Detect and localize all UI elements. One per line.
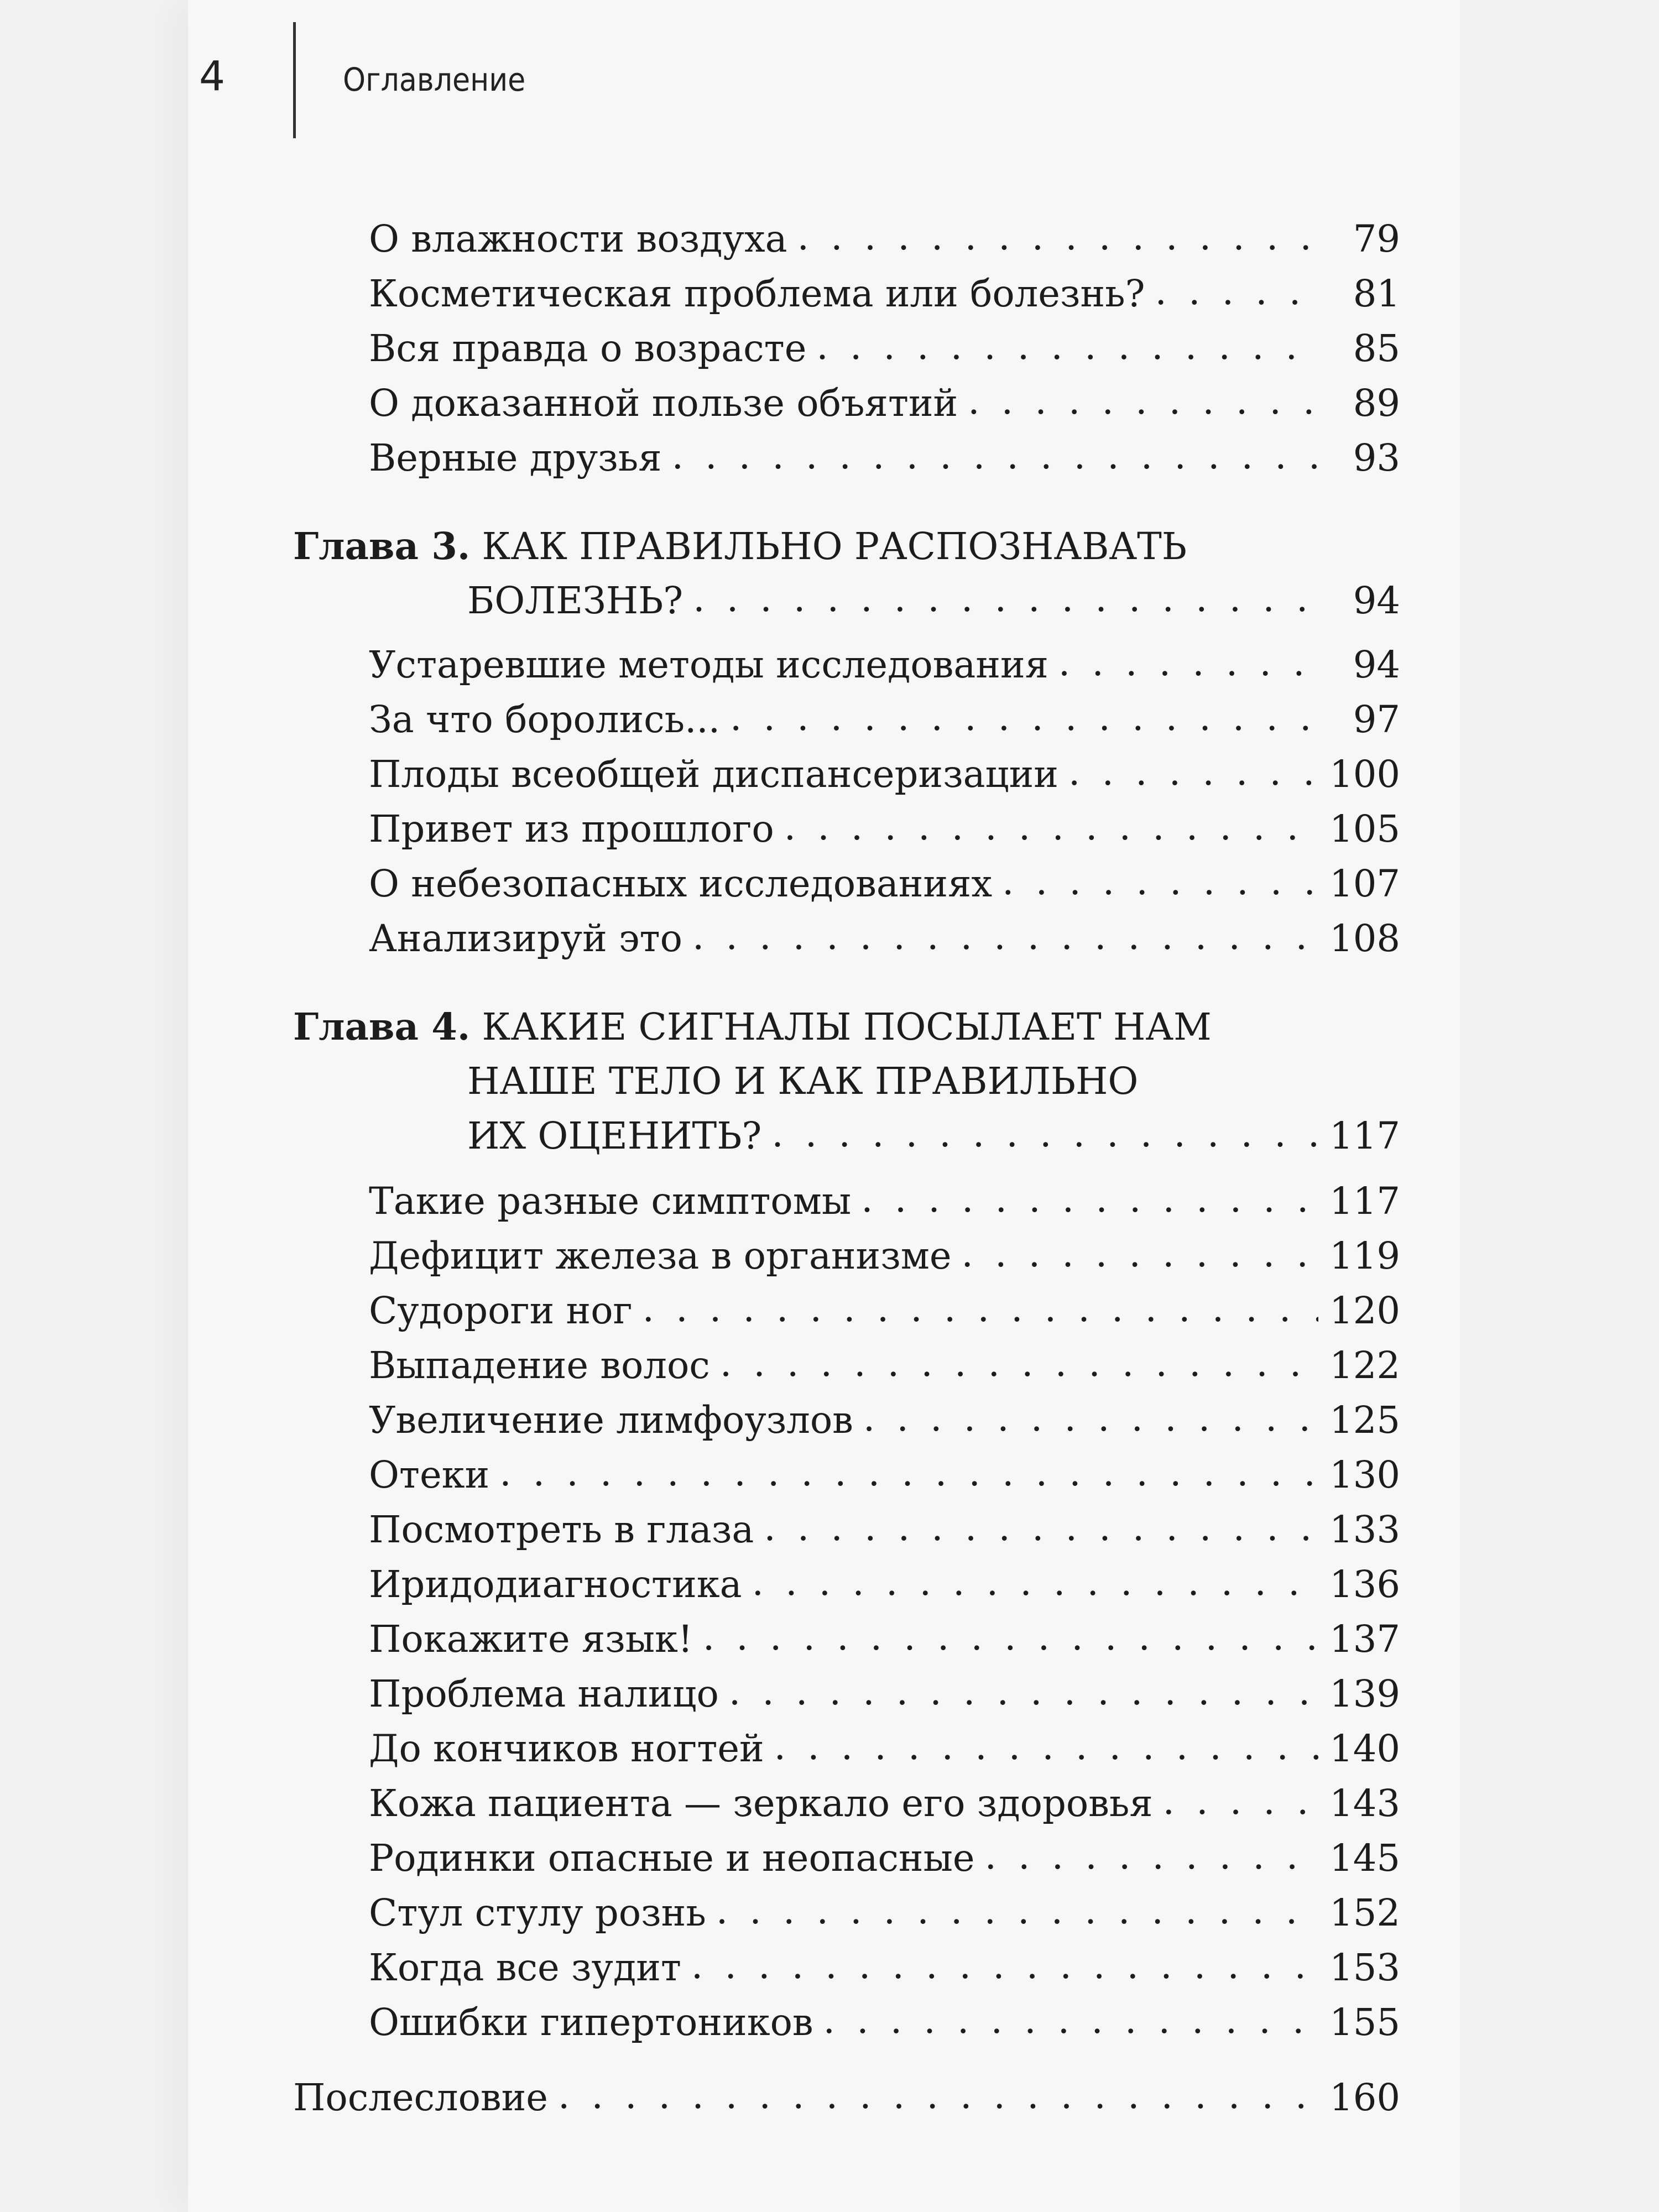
toc-entry-title: Выпадение волос: [369, 1344, 710, 1387]
chapter-3-heading: [293, 519, 1187, 574]
leader-dots: [558, 2068, 1318, 2123]
toc-entry: [369, 1338, 1400, 1393]
leader-dots: [720, 1336, 1318, 1391]
toc-entry-title: Привет из прошлого: [369, 807, 774, 851]
toc-entry-page: 105: [1329, 807, 1400, 851]
leader-dots: [1068, 745, 1318, 800]
toc-entry: [369, 376, 1400, 431]
toc-entry: [369, 1831, 1400, 1886]
toc-entry-title: Увеличение лимфоузлов: [369, 1399, 853, 1442]
toc-entry-title: Анализируй это: [369, 917, 682, 960]
running-head: Оглавление: [343, 61, 526, 98]
leader-dots: [985, 1829, 1318, 1884]
leader-dots: [1058, 635, 1318, 690]
toc-entry-title: Такие разные симптомы: [369, 1180, 852, 1223]
toc-entry-page: 155: [1329, 2001, 1400, 2044]
chapter-3-prefix: Глава 3.: [293, 524, 471, 568]
toc-entry: [369, 1174, 1400, 1229]
toc-entry: [369, 321, 1400, 376]
toc-entry-page: 108: [1329, 917, 1400, 960]
toc-entry: [369, 747, 1400, 802]
toc-entry-title: Ошибки гипертоников: [369, 2001, 813, 2044]
toc-entry: [369, 1229, 1400, 1284]
header-divider: [293, 22, 296, 138]
toc-entry-page: 122: [1329, 1344, 1400, 1387]
toc-entry-page: 119: [1329, 1234, 1400, 1277]
toc-entry: [369, 1940, 1400, 1995]
toc-entry: [369, 1393, 1400, 1448]
leader-dots: [716, 1884, 1318, 1938]
toc-entry: [369, 267, 1400, 321]
toc-entry-title: Плоды всеобщей диспансеризации: [369, 753, 1058, 796]
leader-dots: [703, 1610, 1318, 1665]
toc-entry-page: 85: [1353, 327, 1400, 370]
leader-dots: [863, 1391, 1318, 1446]
leader-dots: [1002, 854, 1318, 909]
toc-entry-title: Кожа пациента — зеркало его здоровья: [369, 1782, 1153, 1825]
toc-entry-title: Отеки: [369, 1453, 490, 1496]
chapter-4-prefix: Глава 4.: [293, 1005, 471, 1048]
afterword-entry: [293, 2070, 1400, 2125]
toc-entry: [369, 1667, 1400, 1721]
toc-entry-page: 94: [1353, 643, 1400, 686]
toc-entry-page: 130: [1329, 1453, 1400, 1496]
leader-dots: [693, 571, 1318, 626]
leader-dots: [1155, 264, 1319, 319]
leader-dots: [764, 1500, 1318, 1555]
toc-entry-title: Когда все зудит: [369, 1946, 681, 1989]
chapter-3-entry: [467, 573, 1400, 628]
chapter-3-page: 94: [1353, 579, 1400, 622]
toc-entry-page: 140: [1329, 1727, 1400, 1770]
toc-entry: [369, 1721, 1400, 1776]
leader-dots: [823, 1993, 1318, 2048]
leader-dots: [784, 800, 1318, 854]
toc-entry: [369, 212, 1400, 267]
leader-dots: [771, 1107, 1318, 1161]
toc-entry-page: 136: [1329, 1563, 1400, 1606]
toc-entry-page: 153: [1329, 1946, 1400, 1989]
toc-entry-page: 133: [1329, 1508, 1400, 1551]
toc-entry-title: Устаревшие методы исследования: [369, 643, 1048, 686]
toc-entry-page: 81: [1353, 272, 1400, 315]
toc-entry-title: Проблема налицо: [369, 1672, 719, 1715]
toc-entry-page: 143: [1329, 1782, 1400, 1825]
toc-entry-page: 97: [1353, 698, 1400, 741]
toc-entry-title: Стул стулу рознь: [369, 1891, 706, 1934]
toc-entry: [369, 431, 1400, 486]
leader-dots: [692, 909, 1318, 964]
toc-entry: [369, 1776, 1400, 1831]
toc-entry-page: 139: [1329, 1672, 1400, 1715]
toc-entry-title: О влажности воздуха: [369, 217, 787, 260]
toc-entry: [369, 802, 1400, 857]
toc-entry-title: Дефицит железа в организме: [369, 1234, 952, 1277]
chapter-4-page: 117: [1329, 1114, 1400, 1157]
leader-dots: [797, 210, 1318, 264]
toc-entry-title: Покажите язык!: [369, 1618, 693, 1661]
toc-entry: [369, 1995, 1400, 2050]
toc-entry: [369, 1886, 1400, 1940]
toc-entry-page: 137: [1329, 1618, 1400, 1661]
toc-entry: [369, 1612, 1400, 1667]
toc-entry: [369, 638, 1400, 692]
leader-dots: [962, 1227, 1318, 1281]
toc-entry-title: О небезопасных исследованиях: [369, 862, 993, 905]
leader-dots: [643, 1281, 1318, 1336]
leader-dots: [1163, 1774, 1318, 1829]
toc-entry-page: 100: [1329, 753, 1400, 796]
toc-entry: [369, 1284, 1400, 1338]
toc-entry-title: За что боролись...: [369, 698, 720, 741]
leader-dots: [816, 319, 1318, 374]
toc-entry: [369, 857, 1400, 911]
toc-entry: [369, 911, 1400, 966]
toc-entry-page: 120: [1329, 1289, 1400, 1332]
leader-dots: [691, 1938, 1318, 1993]
leader-dots: [499, 1446, 1318, 1500]
toc-entry-title: Иридодиагностика: [369, 1563, 742, 1606]
toc-entry-title: О доказанной пользе объятий: [369, 382, 958, 425]
chapter-3-title-line2: БОЛЕЗНЬ?: [467, 579, 684, 622]
toc-entry-title: Родинки опасные и неопасные: [369, 1837, 975, 1880]
leader-dots: [774, 1719, 1318, 1774]
toc-entry-title: До кончиков ногтей: [369, 1727, 764, 1770]
chapter-4-heading: [293, 999, 1212, 1055]
afterword-page: 160: [1329, 2076, 1400, 2119]
chapter-4-title-line3: ИХ ОЦЕНИТЬ?: [467, 1114, 762, 1157]
chapter-4-entry: [467, 1109, 1400, 1164]
leader-dots: [729, 1665, 1318, 1719]
toc-entry-page: 107: [1329, 862, 1400, 905]
toc-entry-title: Судороги ног: [369, 1289, 633, 1332]
toc-entry: [369, 692, 1400, 747]
toc-entry-title: Косметическая проблема или болезнь?: [369, 272, 1145, 315]
toc-entry-title: Верные друзья: [369, 436, 662, 479]
toc-entry: [369, 1448, 1400, 1503]
leader-dots: [861, 1172, 1318, 1227]
toc-entry-page: 152: [1329, 1891, 1400, 1934]
toc-entry-page: 125: [1329, 1399, 1400, 1442]
afterword-title: Послесловие: [293, 2076, 548, 2119]
page-number: 4: [199, 53, 226, 100]
leader-dots: [968, 374, 1318, 429]
leader-dots: [672, 429, 1318, 483]
toc-entry-page: 89: [1353, 382, 1400, 425]
toc-entry-page: 145: [1329, 1837, 1400, 1880]
chapter-4-title-line1: КАКИЕ СИГНАЛЫ ПОСЫЛАЕТ НАМ: [482, 1005, 1212, 1048]
toc-entry-page: 93: [1353, 436, 1400, 479]
chapter-3-title-line1: КАК ПРАВИЛЬНО РАСПОЗНАВАТЬ: [482, 525, 1187, 568]
toc-entry-title: Посмотреть в глаза: [369, 1508, 754, 1551]
toc-entry: [369, 1557, 1400, 1612]
leader-dots: [730, 690, 1318, 745]
chapter-4-title-line2: НАШЕ ТЕЛО И КАК ПРАВИЛЬНО: [467, 1060, 1139, 1103]
toc-entry-page: 117: [1329, 1180, 1400, 1223]
toc-entry-title: Вся правда о возрасте: [369, 327, 807, 370]
toc-entry: [369, 1503, 1400, 1557]
toc-entry-page: 79: [1353, 217, 1400, 260]
leader-dots: [752, 1555, 1318, 1610]
